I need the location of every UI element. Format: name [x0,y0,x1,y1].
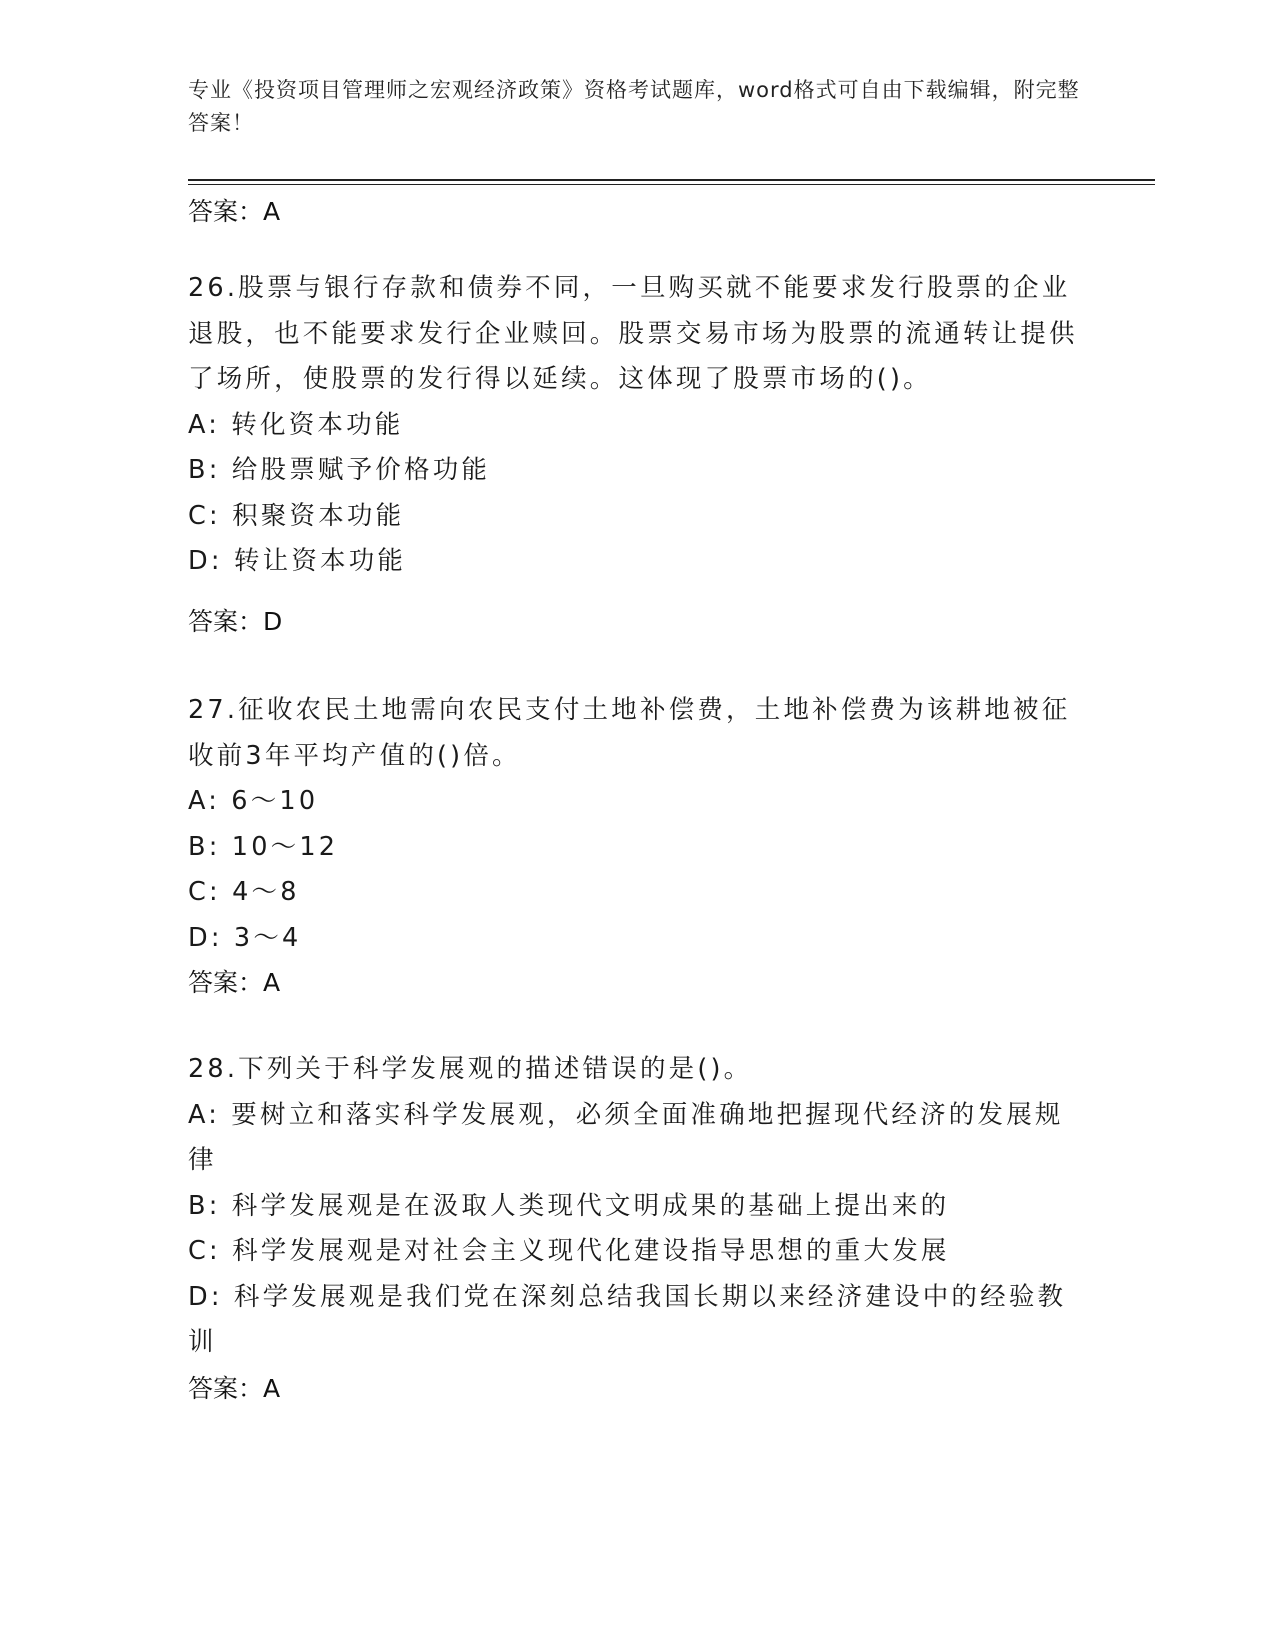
option-a: A: 6～10 [188,786,319,816]
answer-25: 答案：A [188,197,281,226]
header-divider [188,179,1155,181]
document-header: 专业《投资项目管理师之宏观经济政策》资格考试题库，word格式可自由下载编辑，附完整答案！ [188,78,1080,135]
answer-26: 答案：D [188,607,283,636]
question-26 [188,266,1088,585]
option-c: C: 科学发展观是对社会主义现代化建设指导思想的重大发展 [188,1236,950,1266]
option-d: D: 3～4 [188,922,302,953]
header-divider-thin [188,184,1155,185]
question-27 [188,688,1088,961]
option-b: B: 给股票赋予价格功能 [188,455,491,485]
answer-28: 答案：A [188,1374,281,1403]
question-stem: 28.下列关于科学发展观的描述错误的是()。 [188,1054,753,1084]
question-stem: 26.股票与银行存款和债券不同，一旦购买就不能要求发行股票的企业退股，也不能要求发行企业赎回。股票交易市场为股票的流通转让提供了场所，使股票的发行得以延续。这体现了股票市场的()。 [188,273,1078,394]
option-a: A: 要树立和落实科学发展观，必须全面准确地把握现代经济的发展规律 [188,1099,1064,1175]
option-d: D: 科学发展观是我们党在深刻总结我国长期以来经济建设中的经验教训 [188,1281,1067,1357]
option-a: A: 转化资本功能 [188,409,404,440]
option-b: B: 10～12 [188,831,339,862]
option-b: B: 科学发展观是在汲取人类现代文明成果的基础上提出来的 [188,1190,950,1221]
option-d: D: 转让资本功能 [188,546,407,576]
option-c: C: 积聚资本功能 [188,500,405,531]
question-stem: 27.征收农民土地需向农民支付土地补偿费，土地补偿费为该耕地被征收前3年平均产值的()倍。 [188,695,1071,771]
option-c: C: 4～8 [188,877,300,907]
question-28 [188,1047,1088,1366]
answer-27: 答案：A [188,968,281,997]
